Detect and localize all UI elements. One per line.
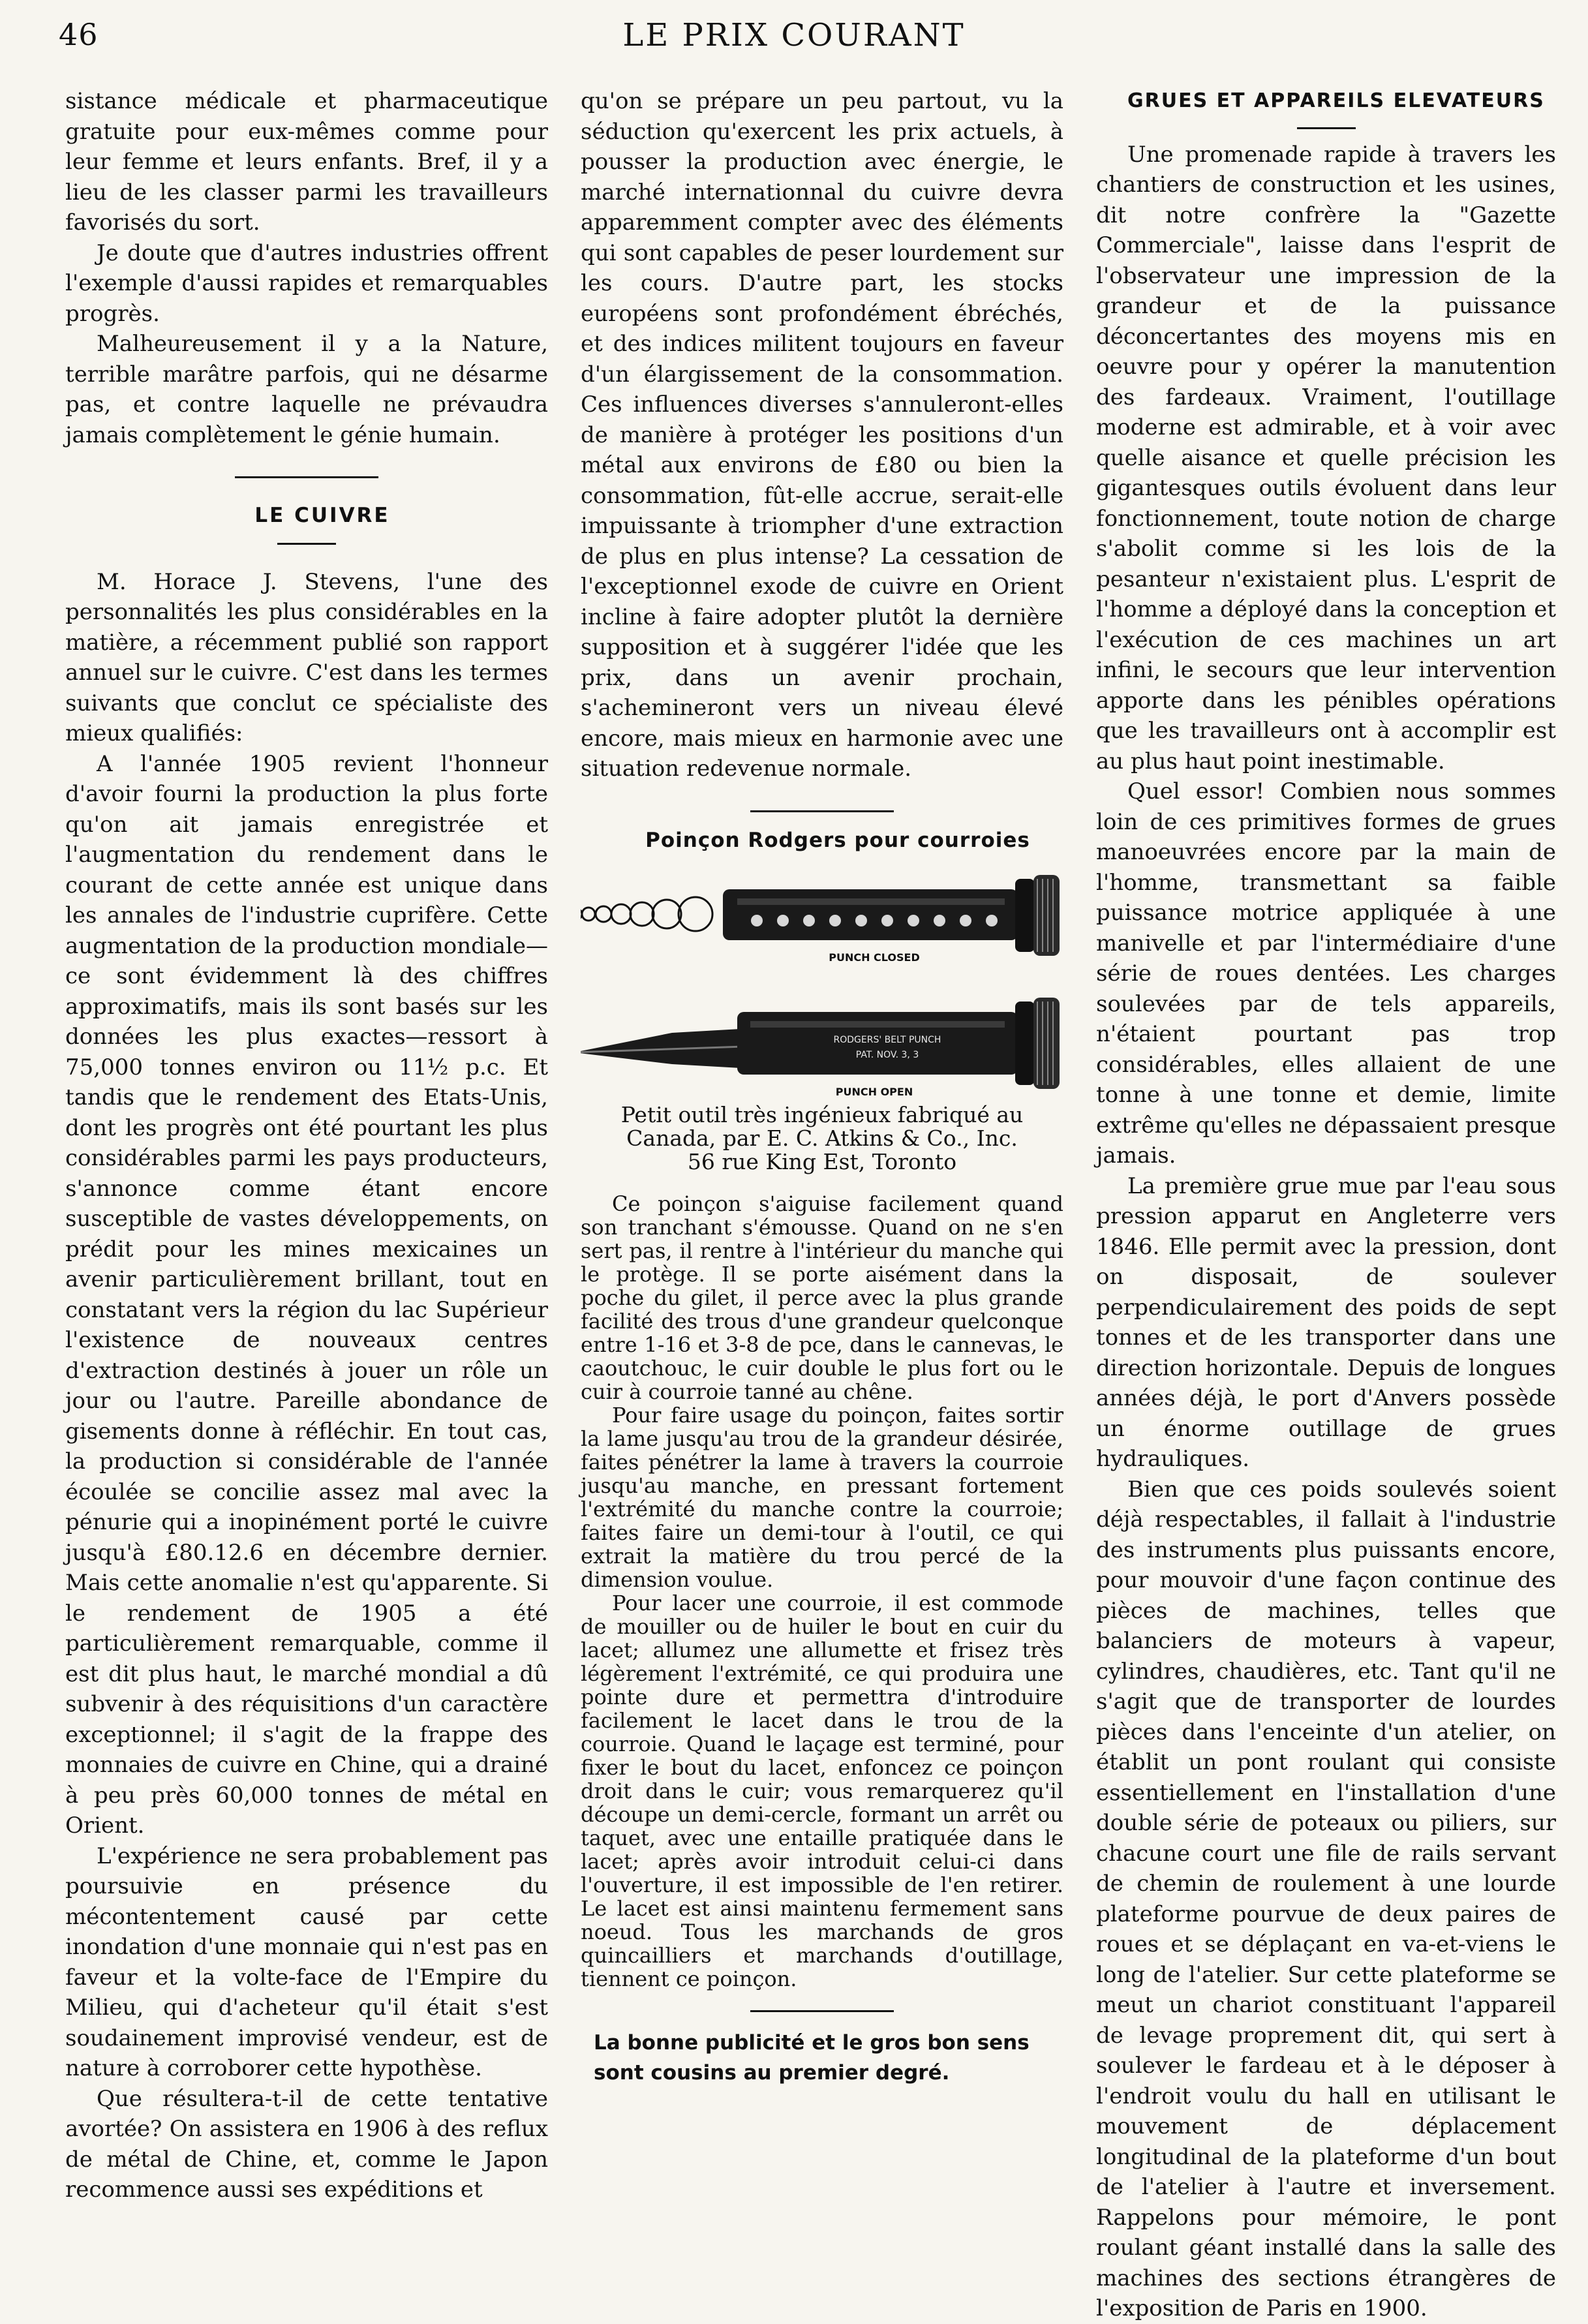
paragraph: qu'on se prépare un peu partout, vu la séduction qu'exercent les prix actuels, à pousser la production avec énergie, le marché internationnal du cuivre devra apparemment compter avec des éléments qui sont capables de peser lourdement sur les cours. D'autre part, les stocks européens sont profondément ébréchés, et des indices militent toujours en faveur d'un élargissement de la consommation. Ces influences diverses s'annuleront-elles de manière à protéger les positions d'un métal aux environs de £80 ou bien la consommation, fût-elle accrue, serait-elle impuissante à triompher d'une extraction de plus en plus intense? La cessation de l'exceptionnel exode de cuivre en Orient incline à faire adopter plutôt la dernière supposition et à suggérer l'idée que les prix, dans un avenir prochain, s'achemineront vers un niveau élevé encore, mais mieux en harmonie avec une situation redevenue normale. [581, 88, 1063, 782]
paragraph: M. Horace J. Stevens, l'une des personnalités les plus considérables en la matière, a récemment publié son rapport annuel sur le cuivre. C'est dans les termes suivants que conclut ce spécialiste des mieux qualifiés: [65, 568, 548, 746]
figure-caption-line: 56 rue King Est, Toronto [687, 1149, 957, 1174]
belt-punch-image [581, 855, 1063, 1103]
figure-title: Poinçon Rodgers pour courroies [645, 828, 1030, 852]
paragraph: Pour faire usage du poinçon, faites sortir la lame jusqu'au trou de la grandeur désirée, faites pénétrer la lame à travers la courroie jusqu'au manche, en pressant fortement l'extrémité du manche contre la courroie; faites faire un demi-tour à l'outil, ce qui extrait la matière du trou percé de la dimension voulue. [581, 1403, 1063, 1592]
section-heading-grues: GRUES ET APPAREILS ELEVATEURS [1127, 89, 1545, 112]
paragraph: Je doute que d'autres industries offrent l'exemple d'aussi rapides et remarquables progrès. [65, 239, 548, 327]
column-3 [1096, 86, 1556, 2324]
paragraph: sistance médicale et pharmaceutique gratuite pour eux-mêmes comme pour leur femme et leurs enfants. Bref, il y a lieu de les classer parmi les travailleurs favorisés du sort. [65, 88, 548, 236]
column-2 [581, 86, 1063, 2088]
page-header [0, 0, 1588, 78]
motto: La bonne publicité et le gros bon sens sont cousins au premier degré. [594, 2031, 1030, 2085]
paragraph: La première grue mue par l'eau sous pression apparut en Angleterre vers 1846. Elle permit avec la pression, dont on disposait, de soulever perpendiculairement des poids de sept tonnes et de les transporter dans une direction horizontale. Depuis de longues années déjà, le port d'Anvers possède un énorme outillage de grues hydrauliques. [1096, 1172, 1556, 1472]
hole-sizes-icon [581, 897, 712, 931]
handle-patent: PAT. NOV. 3, 3 [855, 1050, 919, 1060]
paragraph: Ce poinçon s'aiguise facilement quand son tranchant s'émousse. Quand on ne s'en sert pas, il rentre à l'intérieur du manche qui le protège. Il se porte aisément dans la poche du gilet, il perce avec la plus grande facilité des trous d'une grandeur quelconque entre 1-16 et 3-8 de pce, dans le cannevas, le caoutchouc, le cuir double le plus fort ou le cuir à courroie tanné au chêne. [581, 1191, 1063, 1404]
paragraph: Quel essor! Combien nous sommes loin de ces primitives formes de grues manoeuvrées encore par la main de l'homme, transmettant sa faible puissance motrice appliquée à une manivelle et par l'intermédiaire d'une série de roues dentées. Les charges soulevées par de tels appareils, n'étaient pourtant pas trop considérables, elles allaient de une tonne à une tonne et demie, limite extrême qu'elles ne dépassaient presque jamais. [1096, 778, 1556, 1169]
running-head: LE PRIX COURANT [622, 17, 966, 54]
paragraph: Bien que ces poids soulevés soient déjà respectables, il fallait à l'industrie des instruments plus puissants encore, pour mouvoir d'une façon continue des pièces de machines, telles que balanciers de moteurs à vapeur, cylindres, chaudières, etc. Tant qu'il ne s'agit que de transporter de lourdes pièces dans l'enceinte d'un atelier, on établit un pont roulant qui consiste essentiellement en l'installation d'une double série de poteaux ou piliers, sur chacune court une file de rails servant de chemin de roulement à une lourde plateforme pourvue de deux paires de roues et se déplaçant en va-et-viens le long de l'atelier. Sur cette plateforme se meut un chariot constituant l'appareil de levage proprement dit, qui sert à soulever le fardeau et à le déposer à l'endroit voulu du hall en utilisant le mouvement de déplacement longitudinal de la plateforme d'un bout de l'atelier à l'autre et inversement. Rappelons pour mémoire, le pont roulant géant installé dans la salle des machines des sections étrangères de l'exposition de Paris en 1900. [1096, 1476, 1556, 2321]
handle-inscription: RODGERS' BELT PUNCH [833, 1035, 941, 1045]
label-punch-open: PUNCH OPEN [835, 1086, 913, 1098]
paragraph: L'expérience ne sera probablement pas poursuivie en présence du mécontentement causé par cette inondation d'une monnaie qui n'est pas en faveur et la volte-face de l'Empire du Milieu, qui d'acheteur qu'il était s'est soudainement improvisé vendeur, est de nature à corroborer cette hypothèse. [65, 1842, 548, 2081]
paragraph: Pour lacer une courroie, il est commode de mouiller ou de huiler le bout en cuir du lacet; allumez une allumette et frisez très légèrement l'extrémité, ce qui produira une pointe dure et permettra d'introduire facilement le lacet dans le trou de la courroie. Quand le laçage est terminé, pour fixer le bout du lacet, enfoncez ce poinçon droit dans le cuir; vous remarquerez qu'il découpe un demi-cercle, formant un arrêt ou taquet, avec une entaille pratiquée dans le lacet; après avoir introduit celui-ci dans l'ouverture, il est impossible de l'en retirer. Le lacet est ainsi maintenu fermement sans noeud. Tous les marchands de gros quincailliers et marchands d'outillage, tiennent ce poinçon. [581, 1591, 1063, 1991]
figure-caption-line: Canada, par E. C. Atkins & Co., Inc. [626, 1125, 1018, 1151]
paragraph: Malheureusement il y a la Nature, terrible marâtre parfois, qui ne désarme pas, et contre laquelle ne prévaudra jamais complètement le génie humain. [65, 331, 548, 448]
section-heading-cuivre: LE CUIVRE [254, 504, 390, 527]
paragraph: A l'année 1905 revient l'honneur d'avoir fourni la production la plus forte qu'on ait jamais enregistrée et l'augmentation du rendement dans le courant de cette année est unique dans les annales de l'industrie cuprifère. Cette augmentation de la production mondiale—ce sont évidemment là des chiffres approximatifs, mais ils sont basés sur les données les plus exactes—ressort à 75,000 tonnes environ ou 11½ p.c. Et tandis que le rendement des Etats-Unis, dont les progrès ont été pourtant les plus considérables parmi les pays producteurs, s'annonce comme étant encore susceptible de vastes développements, on prédit pour les mines mexicaines un avenir particulièrement brillant, tout en constatant vers la région du lac Supérieur l'existence de nouveaux centres d'extraction destinés à jouer un rôle un jour ou l'autre. Pareille abondance de gisements donne à réfléchir. En tout cas, la production si considérable de l'année écoulée se concilie assez mal avec la pénurie qui a inopinément porté le cuivre jusqu'à £80.12.6 en décembre dernier. Mais cette anomalie n'est qu'apparente. Si le rendement de 1905 a été particulièrement remarquable, comme il est dit plus haut, le marché mondial a dû subvenir à des réquisitions d'un caractère exceptionnel; il s'agit de la frappe des monnaies de cuivre en Chine, qui a drainé à peu près 60,000 tonnes de métal en Orient. [65, 750, 548, 1839]
paragraph: Une promenade rapide à travers les chantiers de construction et les usines, dit notre confrère la "Gazette Commerciale", laisse dans l'esprit de l'observateur une impression de la grandeur et de la puissance déconcertantes des moyens mis en oeuvre pour y opérer la manutention des fardeaux. Vraiment, l'outillage moderne est admirable, et à voir avec quelle aisance et quelle précision les gigantesques outils évoluent dans leur fonctionnement, toute notion de charge s'abolit comme si les lois de la pesanteur n'existaient plus. L'esprit de l'homme a déployé dans la conception et l'exécution de ces machines un art infini, le secours que leur intervention apporte dans les pénibles opérations que les travailleurs ont à accomplir est au plus haut point inestimable. [1096, 141, 1556, 774]
punch-open-icon [581, 998, 1060, 1089]
column-1 [65, 86, 548, 2205]
paragraph: Que résultera-t-il de cette tentative avortée? On assistera en 1906 à des reflux de métal de Chine, et, comme le Japon recommence aussi ses expéditions et [65, 2085, 548, 2203]
label-punch-closed: PUNCH CLOSED [829, 951, 920, 964]
punch-closed-icon [723, 875, 1060, 956]
page-number: 46 [59, 17, 99, 52]
figure-caption-line: Petit outil très ingénieux fabriqué au [620, 1102, 1024, 1127]
punch-illustration [581, 855, 1063, 1103]
